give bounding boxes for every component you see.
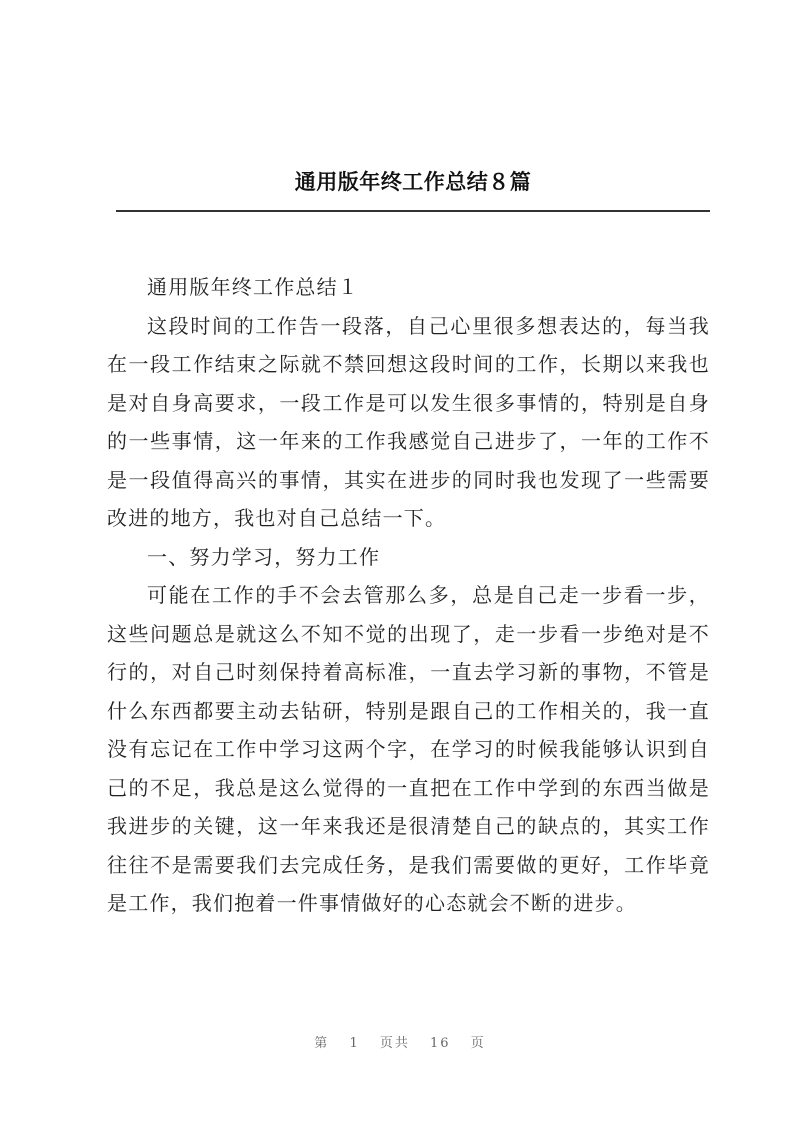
page-footer [0, 1032, 800, 1051]
title-divider [116, 210, 710, 212]
footer-suffix: 页 [470, 1036, 486, 1051]
body-paragraph: 这段时间的工作告一段落，自己心里很多想表达的，每当我在一段工作结束之际就不禁回想这段时间的工作，长期以来我也是对自身高要求，一段工作是可以发生很多事情的，特别是自身的一些事情，这一年来的工作我感觉自己进步了，一年的工作不是一段值得高兴的事情，其实在进步的同时我也发现了一些需要改进的地方，我也对自己总结一下。 [107, 313, 710, 530]
document-body [107, 268, 710, 923]
footer-middle: 页共 [379, 1036, 410, 1051]
section-heading: 一、努力学习，努力工作 [147, 544, 381, 569]
document-title: 通用版年终工作总结８篇 [294, 169, 532, 194]
footer-prefix: 第 [314, 1036, 330, 1051]
section-heading: 通用版年终工作总结１ [147, 275, 359, 299]
footer-current-page: 1 [349, 1036, 360, 1051]
footer-total-pages: 16 [430, 1036, 451, 1051]
body-paragraph: 可能在工作的手不会去管那么多，总是自己走一步看一步，这些问题总是就这么不知不觉的出现了，走一步看一步绝对是不行的，对自己时刻保持着高标准，一直去学习新的事物，不管是什么东西都要主动去钻研，特别是跟自己的工作相关的，我一直没有忘记在工作中学习这两个字，在学习的时候我能够认识到自己的不足，我总是这么觉得的一直把在工作中学到的东西当做是我进步的关键，这一年来我还是很清楚自己的缺点的，其实工作往往不是需要我们去完成任务，是我们需要做的更好，工作毕竟是工作，我们抱着一件事情做好的心态就会不断的进步。 [107, 583, 710, 915]
